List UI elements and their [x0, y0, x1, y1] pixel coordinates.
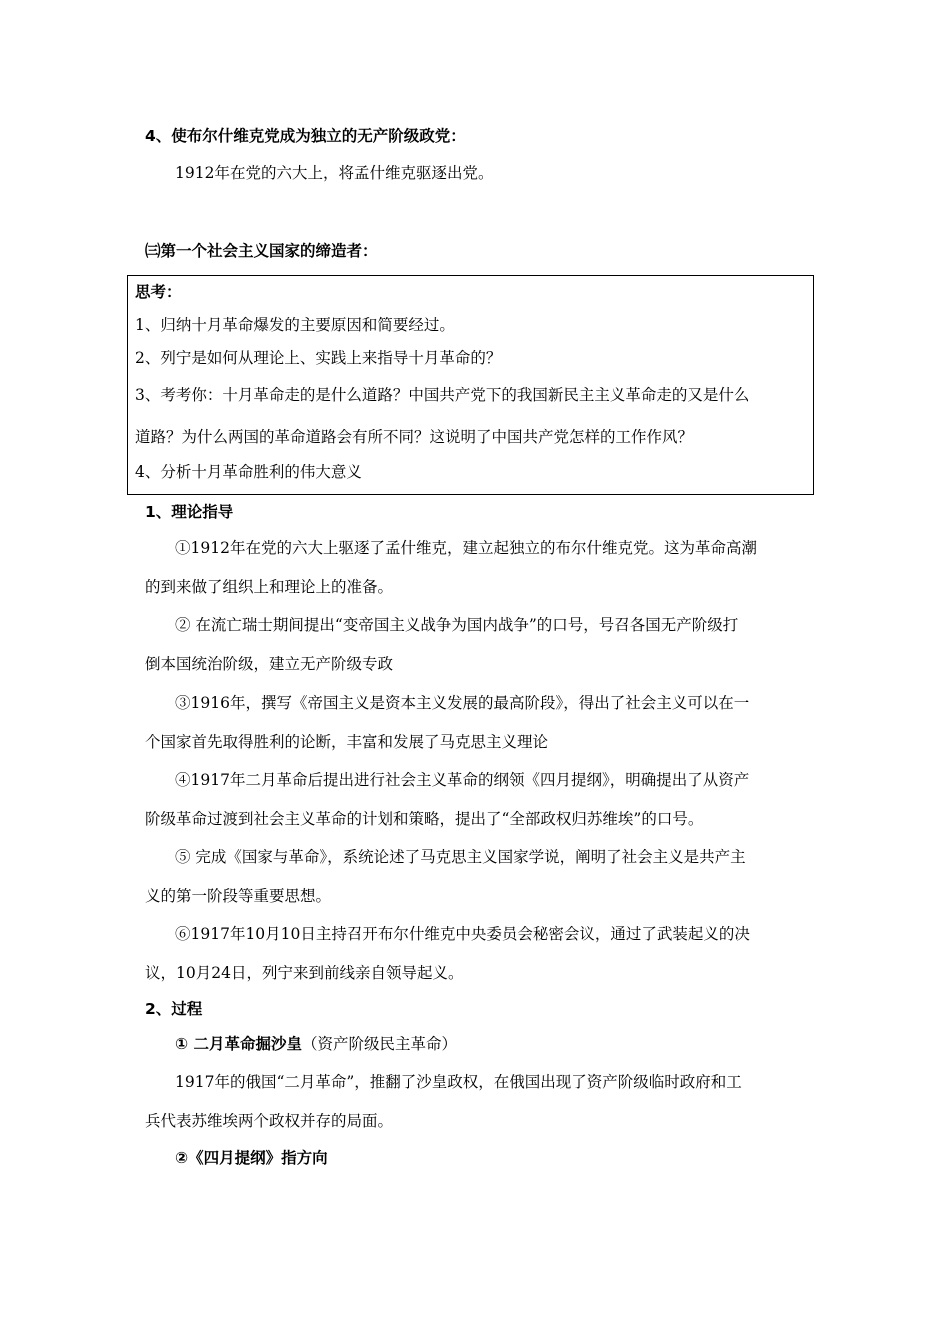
think-question-1: 1、归纳十月革命爆发的主要原因和简要经过。 [135, 316, 455, 334]
think-question-4: 4、分析十月革命胜利的伟大意义 [135, 463, 362, 481]
theory-point-1-line-2: 的到来做了组织上和理论上的准备。 [145, 578, 394, 596]
theory-heading: 1、理论指导 [145, 503, 234, 521]
process-sub-1-heading [175, 1034, 457, 1054]
theory-point-6-line-1: ⑥1917年10月10日主持召开布尔什维克中央委员会秘密会议，通过了武装起义的决 [175, 925, 750, 943]
section-4-heading: 4、使布尔什维克党成为独立的无产阶级政党： [145, 127, 466, 145]
theory-point-3-line-2: 个国家首先取得胜利的论断，丰富和发展了马克思主义理论 [145, 733, 549, 751]
process-sub-1-text-line-2: 兵代表苏维埃两个政权并存的局面。 [145, 1112, 394, 1130]
theory-point-5-line-2: 义的第一阶段等重要思想。 [145, 887, 332, 905]
theory-point-6-line-2: 议，10月24日，列宁来到前线亲自领导起义。 [145, 964, 464, 982]
process-heading: 2、过程 [145, 1000, 203, 1018]
theory-point-3-line-1: ③1916年，撰写《帝国主义是资本主义发展的最高阶段》，得出了社会主义可以在一 [175, 694, 750, 712]
think-question-2: 2、列宁是如何从理论上、实践上来指导十月革命的？ [135, 349, 502, 367]
theory-point-4-line-1: ④1917年二月革命后提出进行社会主义革命的纲领《四月提纲》，明确提出了从资产 [175, 771, 750, 789]
think-question-3-line-1: 3、考考你：十月革命走的是什么道路？中国共产党下的我国新民主主义革命走的又是什么 [135, 386, 750, 404]
think-box-title: 思考： [135, 283, 182, 301]
process-sub-2-heading: ②《四月提纲》指方向 [175, 1149, 328, 1167]
theory-point-4-line-2: 阶级革命过渡到社会主义革命的计划和策略，提出了“全部政权归苏维埃”的口号。 [145, 810, 704, 828]
process-sub-1-text-line-1: 1917年的俄国“二月革命”，推翻了沙皇政权，在俄国出现了资产阶级临时政府和工 [175, 1073, 742, 1091]
theory-point-2-line-1: ② 在流亡瑞士期间提出“变帝国主义战争为国内战争”的口号，号召各国无产阶级打 [175, 616, 739, 634]
theory-point-5-line-1: ⑤ 完成《国家与革命》，系统论述了马克思主义国家学说，阐明了社会主义是共产主 [175, 848, 746, 866]
think-question-3-line-2: 道路？为什么两国的革命道路会有所不同？这说明了中国共产党怎样的工作作风？ [135, 428, 694, 446]
theory-point-1-line-1: ①1912年在党的六大上驱逐了孟什维克，建立起独立的布尔什维克党。这为革命高潮 [175, 539, 757, 557]
process-sub-1-note: （资产阶级民主革命） [302, 1035, 458, 1053]
section-4-text: 1912年在党的六大上，将孟什维克驱逐出党。 [175, 164, 494, 182]
founder-heading: ㈢第一个社会主义国家的缔造者： [145, 242, 378, 260]
theory-point-2-line-2: 倒本国统治阶级，建立无产阶级专政 [145, 655, 394, 673]
process-sub-1-bold: ① 二月革命掘沙皇 [175, 1035, 303, 1053]
